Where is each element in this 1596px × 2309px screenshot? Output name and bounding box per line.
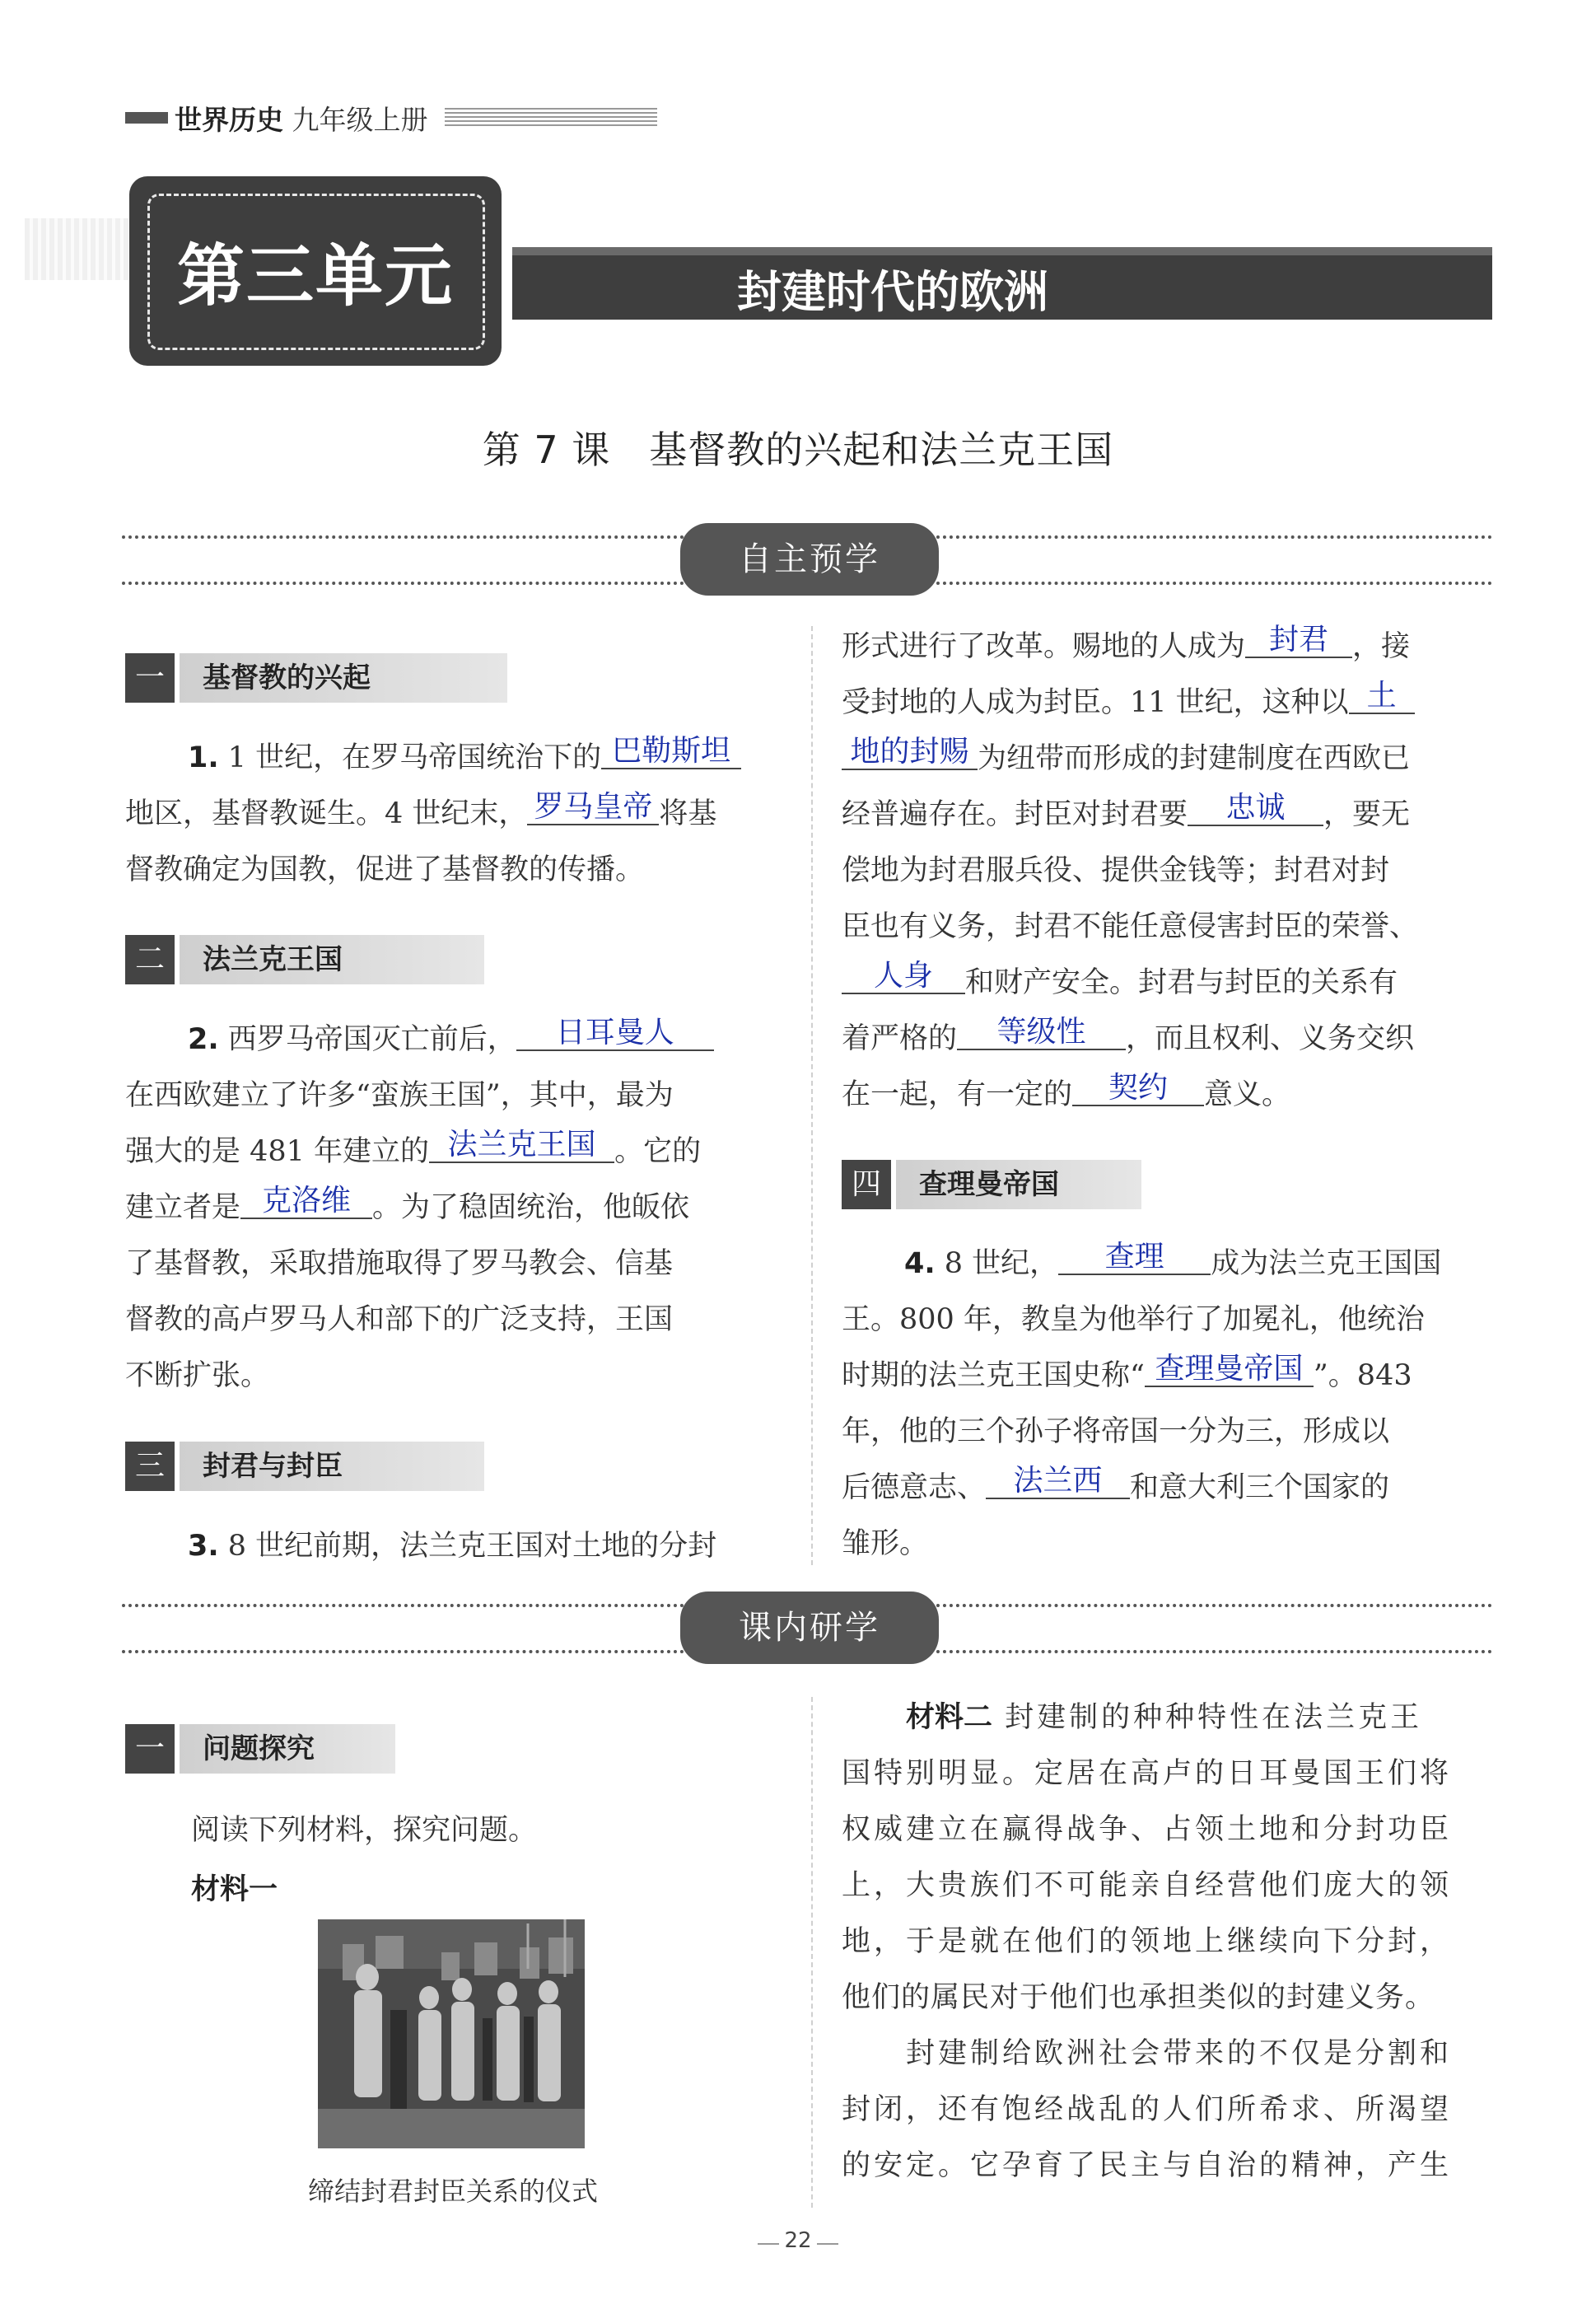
q2-line5: 了基督教，采取措施取得了罗马教会、信基 (125, 1247, 674, 1280)
answer-blank[interactable]: 法兰西 (986, 1465, 1130, 1499)
unit-title: 封建时代的欧洲 (737, 266, 1048, 318)
ceremony-image (318, 1919, 585, 2148)
unit-label: 第三单元 (176, 237, 454, 316)
q4-line1: 4. 8 世纪， 查理 成为法兰克王国国 (904, 1240, 1442, 1280)
subhead-number: 四 (842, 1160, 891, 1209)
material1-title: 材料一 (191, 1873, 278, 1906)
answer-blank[interactable]: 日耳曼人 (516, 1017, 714, 1051)
q3-line3: 受封地的人成为封臣。11 世纪，这种以 土 (842, 685, 1415, 721)
subhead-number: 二 (125, 935, 175, 984)
q3-line2: 形式进行了改革。赐地的人成为 封君 ，接 (842, 623, 1411, 663)
q1-line3: 督教确定为国教，促进了基督教的传播。 (125, 853, 645, 886)
material2-line2: 国特别明显。定居在高卢的日耳曼国王们将 (842, 1757, 1453, 1790)
material2-line7: 封建制给欧洲社会带来的不仅是分割和 (906, 2037, 1453, 2070)
unit-title-strip-highlight (512, 247, 1492, 255)
section2-title: 课内研学 (680, 1592, 939, 1664)
book-header (175, 99, 428, 138)
subhead-number: 一 (125, 1724, 175, 1774)
page-number: 22 (784, 2228, 812, 2253)
answer-blank[interactable]: 巴勒斯坦 (601, 735, 741, 769)
answer-blank[interactable]: 等级性 (957, 1016, 1126, 1050)
material2-line8: 封闭，还有饱经战乱的人们所希求、所渴望 (842, 2093, 1453, 2126)
answer-blank[interactable]: 封君 (1245, 624, 1352, 658)
header-lines (445, 108, 657, 128)
header-bar-icon (125, 112, 168, 124)
image-caption: 缔结封君封臣关系的仪式 (307, 2176, 598, 2207)
q3-line8: 人身 和财产安全。封君与封臣的关系有 (842, 965, 1398, 1001)
inquiry-intro: 阅读下列材料，探究问题。 (191, 1814, 538, 1847)
material2-line9: 的安定。它孕育了民主与自治的精神，产生 (842, 2149, 1453, 2182)
subhead-label: 封君与封臣 (180, 1442, 484, 1491)
subhead-number: 一 (125, 653, 175, 703)
book-title: 世界历史 (175, 104, 283, 136)
q4-line3: 时期的法兰克王国史称“ 查理曼帝国 ”。843 (842, 1352, 1412, 1392)
q4-line2: 王。800 年，教皇为他举行了加冕礼，他统治 (842, 1303, 1425, 1336)
subhead-label: 查理曼帝国 (896, 1160, 1141, 1209)
subhead-label: 问题探究 (180, 1724, 395, 1774)
page-number-rule-right (817, 2243, 838, 2245)
material2-line3: 权威建立在赢得战争、占领土地和分封功臣 (842, 1813, 1453, 1846)
q3-line10: 在一起，有一定的 契约 意义。 (842, 1071, 1291, 1111)
ceremony-illustration (318, 1919, 585, 2148)
material2-title: 材料二 (906, 1701, 993, 1734)
q4-line4: 年，他的三个孙子将帝国一分为三，形成以 (842, 1415, 1390, 1448)
q1-line1: 1. 1 世纪，在罗马帝国统治下的 巴勒斯坦 (188, 740, 741, 776)
column-divider (811, 626, 813, 1565)
q3-line9: 着严格的 等级性 ，而且权利、义务交织 (842, 1015, 1415, 1055)
answer-blank[interactable]: 人身 (842, 960, 965, 994)
answer-blank[interactable]: 法兰克王国 (429, 1129, 614, 1163)
q1-line2: 地区，基督教诞生。4 世纪末， 罗马皇帝 将基 (125, 790, 717, 830)
material2-line6: 他们的属民对于他们也承担类似的封建义务。 (842, 1981, 1435, 2014)
q3-line1: 3. 8 世纪前期，法兰克王国对土地的分封 (188, 1530, 717, 1563)
answer-blank[interactable]: 土 (1349, 680, 1415, 714)
answer-blank[interactable]: 克洛维 (240, 1185, 372, 1219)
q3-line4: 地的封赐 为纽带而形成的封建制度在西欧已 (842, 741, 1410, 777)
answer-blank[interactable]: 罗马皇帝 (527, 791, 659, 825)
q2-line3: 强大的是 481 年建立的 法兰克王国 。它的 (125, 1128, 702, 1168)
q2-line4: 建立者是 克洛维 。为了稳固统治，他皈依 (125, 1184, 690, 1224)
answer-blank[interactable]: 查理 (1058, 1241, 1211, 1275)
answer-blank[interactable]: 忠诚 (1188, 792, 1323, 826)
q2-line7: 不断扩张。 (125, 1359, 270, 1392)
lesson-title: 第 7 课 基督教的兴起和法兰克王国 (482, 428, 1114, 472)
q2-line1: 2. 西罗马帝国灭亡前后， 日耳曼人 (188, 1021, 714, 1058)
q2-line2: 在西欧建立了许多“蛮族王国”，其中，最为 (125, 1079, 674, 1112)
answer-blank[interactable]: 地的封赐 (842, 736, 978, 770)
q2-line6: 督教的高卢罗马人和部下的广泛支持，王国 (125, 1303, 674, 1336)
q3-line5: 经普遍存在。封臣对封君要 忠诚 ，要无 (842, 791, 1411, 831)
subhead-label: 法兰克王国 (180, 935, 484, 984)
book-grade: 九年级上册 (292, 104, 428, 136)
subhead-number: 三 (125, 1442, 175, 1491)
q3-line7: 臣也有义务，封君不能任意侵害封臣的荣誉、 (842, 910, 1419, 943)
q4-line6: 雏形。 (842, 1527, 929, 1560)
q4-line5: 后德意志、 法兰西 和意大利三个国家的 (842, 1464, 1390, 1504)
material2-line5: 地，于是就在他们的领地上继续向下分封， (842, 1925, 1453, 1958)
q3-line6: 偿地为封君服兵役、提供金钱等；封君对封 (842, 854, 1390, 887)
answer-blank[interactable]: 查理曼帝国 (1145, 1353, 1314, 1387)
subhead-label: 基督教的兴起 (180, 653, 507, 703)
section1-title: 自主预学 (680, 523, 939, 596)
answer-blank[interactable]: 契约 (1072, 1072, 1204, 1106)
material2-line1: 材料二 封建制的种种特性在法兰克王 (906, 1701, 1423, 1734)
material2-line4: 上，大贵族们不可能亲自经营他们庞大的领 (842, 1869, 1453, 1902)
column-divider-lower (811, 1697, 813, 2208)
